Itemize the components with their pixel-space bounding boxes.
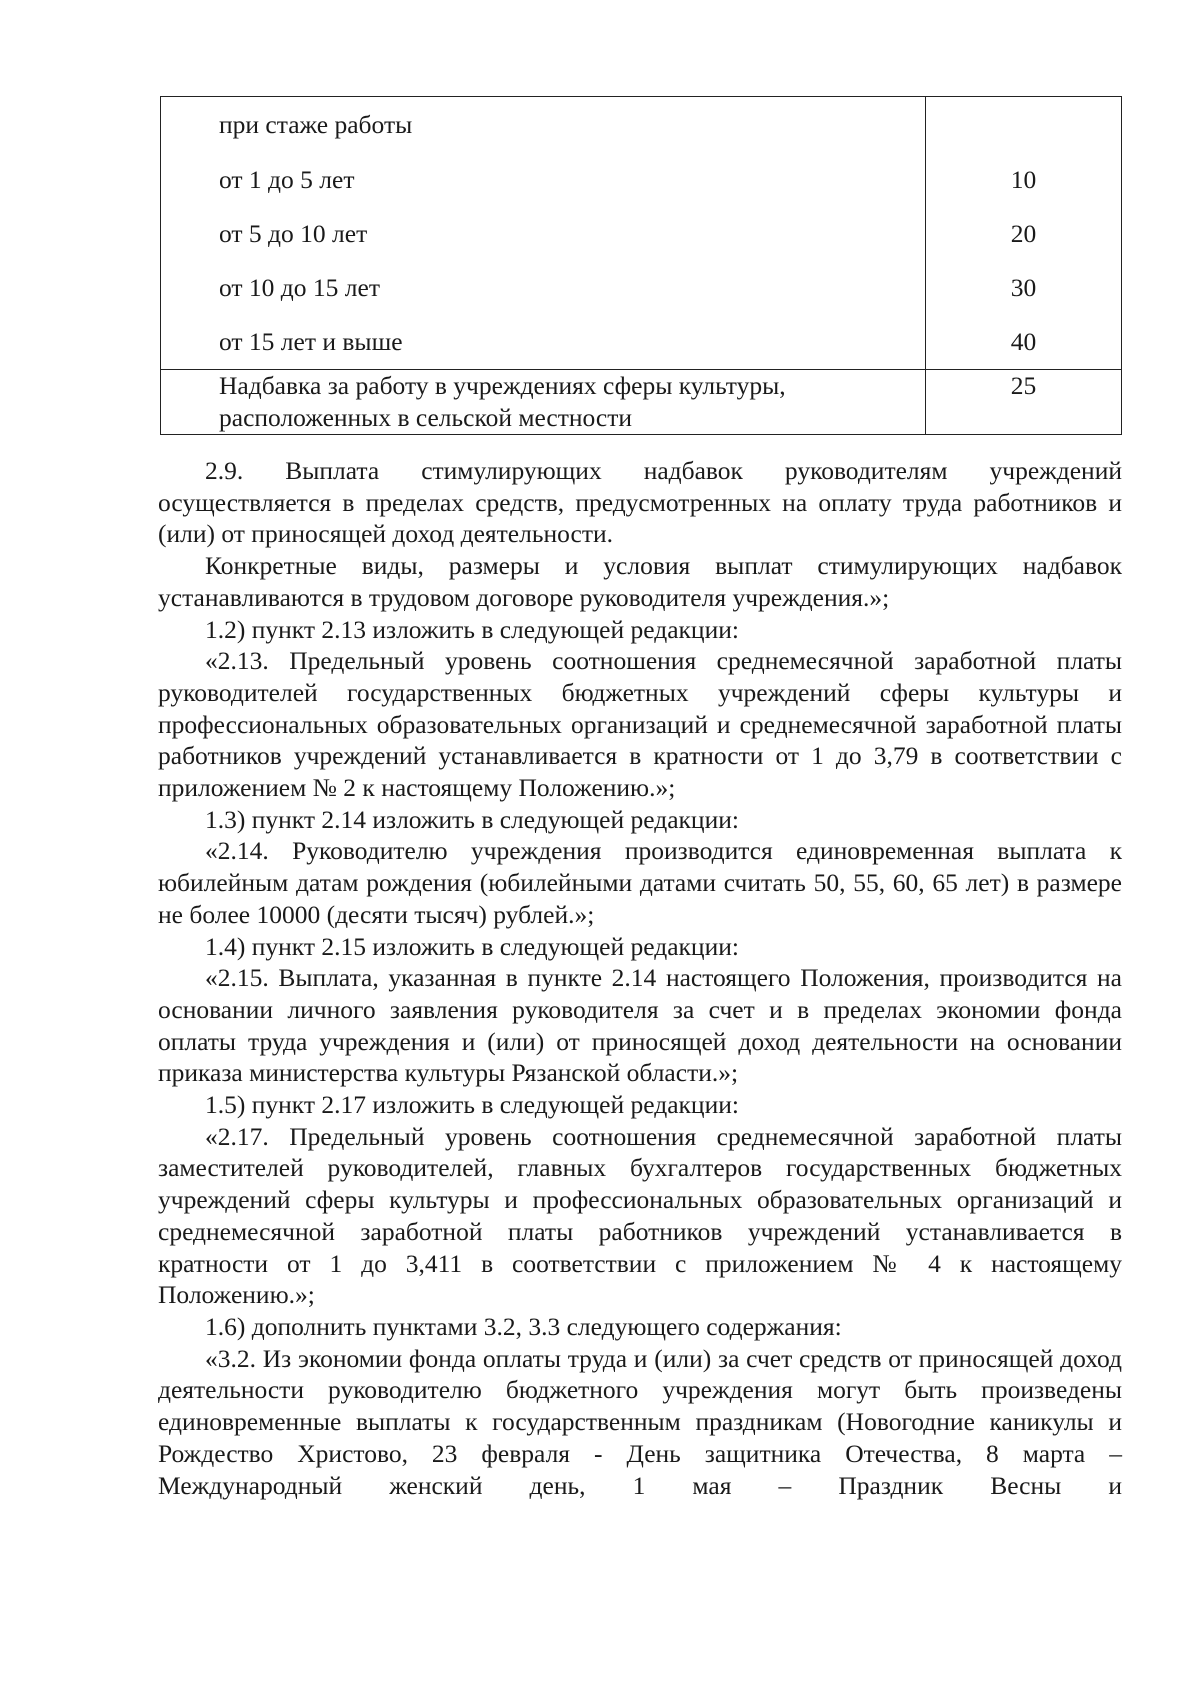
experience-row-label: от 1 до 5 лет bbox=[219, 165, 355, 194]
experience-value-cell bbox=[926, 97, 1122, 370]
experience-row-value: 40 bbox=[1010, 327, 1037, 356]
paragraph: 2.9. Выплата стимулирующих надбавок руководителям учреждений осуществляется в пределах средств, предусмотренных на оплату труда работников и (или) от приносящей доход деятельности. bbox=[158, 456, 1122, 549]
paragraph: 1.3) пункт 2.14 изложить в следующей редакции: bbox=[205, 804, 739, 834]
table-row-rural bbox=[161, 370, 1122, 435]
paragraph: 1.6) дополнить пунктами 3.2, 3.3 следующего содержания: bbox=[205, 1311, 842, 1341]
paragraph: «2.14. Руководителю учреждения производится единовременная выплата к юбилейным датам рождения (юбилейными датами считать 50, 55, 60, 65 лет) в размере не более 10000 (десяти тысяч) рублей.»; bbox=[158, 836, 1122, 929]
allowance-table bbox=[160, 96, 1122, 435]
experience-row-label: от 15 лет и выше bbox=[219, 327, 403, 356]
table-row-experience bbox=[161, 97, 1122, 370]
experience-row-value: 30 bbox=[1010, 273, 1037, 302]
experience-row-value: 10 bbox=[1010, 165, 1037, 194]
paragraph: Конкретные виды, размеры и условия выплат стимулирующих надбавок устанавливаются в трудовом договоре руководителя учреждения.»; bbox=[158, 551, 1122, 612]
paragraph: 1.4) пункт 2.15 изложить в следующей редакции: bbox=[205, 931, 739, 961]
experience-row-label: от 10 до 15 лет bbox=[219, 273, 380, 302]
paragraph: 1.5) пункт 2.17 изложить в следующей редакции: bbox=[205, 1090, 739, 1120]
experience-row-label: от 5 до 10 лет bbox=[219, 219, 368, 248]
experience-label-cell bbox=[161, 97, 926, 370]
experience-header-value-empty bbox=[926, 97, 1121, 153]
paragraph: 1.2) пункт 2.13 изложить в следующей редакции: bbox=[205, 614, 739, 644]
document-body bbox=[158, 455, 1122, 1501]
rural-allowance-label-cell bbox=[161, 370, 926, 435]
rural-allowance-label-line: расположенных в сельской местности bbox=[219, 403, 633, 432]
experience-header: при стаже работы bbox=[219, 110, 413, 139]
experience-row-value: 20 bbox=[1010, 219, 1037, 248]
rural-allowance-value-cell bbox=[926, 370, 1122, 435]
paragraph: «2.17. Предельный уровень соотношения среднемесячной заработной платы заместителей руководителей, главных бухгалтеров государственных бюджетных учреждений сферы культуры и профессиональных образовательных организаций и среднемесячной заработной платы работников учреждений устанавливается в кратности от 1 до 3,411 в соответствии с приложением № 4 к настоящему Положению.»; bbox=[158, 1121, 1122, 1310]
paragraph: «2.15. Выплата, указанная в пункте 2.14 настоящего Положения, производится на основании личного заявления руководителя за счет и в пределах экономии фонда оплаты труда учреждения и (или) от приносящей доход деятельности на основании приказа министерства культуры Рязанской области.»; bbox=[158, 963, 1122, 1088]
paragraph: «3.2. Из экономии фонда оплаты труда и (или) за счет средств от приносящей доход деятельности руководителю бюджетного учреждения могут быть произведены единовременные выплаты к государственным праздникам (Новогодние каникулы и Рождество Христово, 23 февраля - День защитника Отечества, 8 марта – Международный женский день, 1 мая – Праздник Весны и bbox=[158, 1343, 1122, 1500]
rural-allowance-label-line: Надбавка за работу в учреждениях сферы культуры, bbox=[219, 371, 786, 400]
paragraph: «2.13. Предельный уровень соотношения среднемесячной заработной платы руководителей государственных бюджетных учреждений сферы культуры и профессиональных образовательных организаций и среднемесячной заработной платы работников учреждений устанавливается в кратности от 1 до 3,79 в соответствии с приложением № 2 к настоящему Положению.»; bbox=[158, 646, 1122, 803]
rural-allowance-value: 25 bbox=[1010, 371, 1037, 400]
